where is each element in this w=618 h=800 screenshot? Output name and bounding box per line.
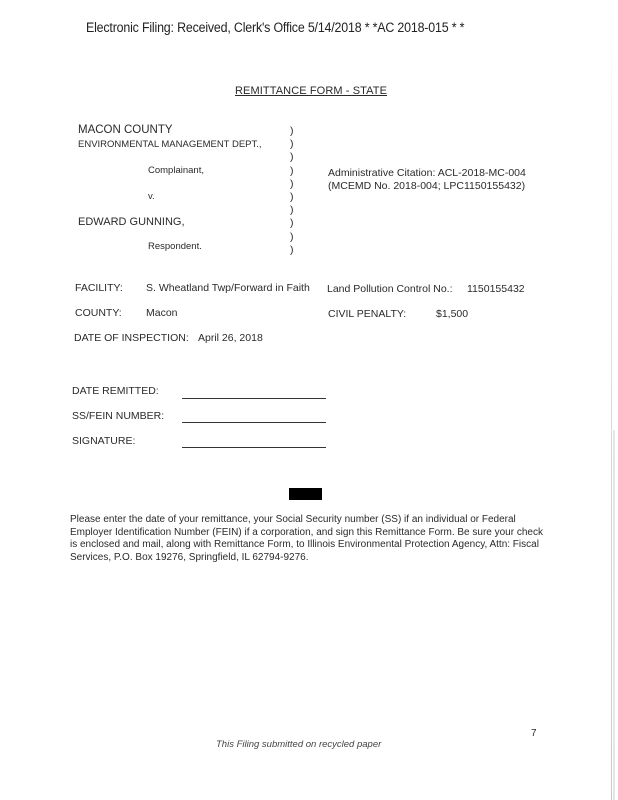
- filing-stamp: Electronic Filing: Received, Clerk's Office 5/14/2018 * *AC 2018-015 * *: [86, 20, 465, 35]
- complainant-name: MACON COUNTY: [78, 124, 173, 136]
- citation-number: Administrative Citation: ACL-2018-MC-004: [328, 167, 526, 179]
- redaction-block: [289, 488, 322, 500]
- inspection-date-value: April 26, 2018: [198, 332, 263, 344]
- ssfein-label: SS/FEIN NUMBER:: [72, 410, 165, 422]
- citation-reference: (MCEMD No. 2018-004; LPC1150155432): [328, 180, 526, 192]
- county-label: COUNTY:: [75, 307, 122, 319]
- facility-value: S. Wheatland Twp/Forward in Faith: [146, 282, 310, 294]
- county-value: Macon: [146, 307, 178, 319]
- signature-label: SIGNATURE:: [72, 435, 136, 447]
- facility-label: FACILITY:: [75, 282, 123, 294]
- respondent-name: EDWARD GUNNING,: [78, 216, 185, 228]
- lpc-value: 1150155432: [467, 283, 525, 295]
- form-title: REMITTANCE FORM - STATE: [235, 85, 388, 97]
- civil-penalty-value: $1,500: [436, 308, 469, 320]
- ssfein-line: [182, 422, 326, 423]
- civil-penalty-label: CIVIL PENALTY:: [328, 308, 407, 320]
- recycled-paper-note: This Filing submitted on recycled paper: [216, 739, 382, 750]
- inspection-date-label: DATE OF INSPECTION:: [74, 332, 189, 344]
- complainant-department: ENVIRONMENTAL MANAGEMENT DEPT.,: [78, 139, 262, 150]
- lpc-label: Land Pollution Control No.:: [327, 283, 453, 295]
- scan-edge-shadow: [611, 0, 612, 800]
- instructions-paragraph: Please enter the date of your remittance, your Social Security number (SS) if an individual or Federal Employer Identification Number (FEIN) if a corporation, and sign this Remittance Form. Be sure your check is enclosed and mail, along with Remittance Form, to Illinois Environmental Protection Agency, Attn: Fiscal Services, P.O. Box 19276, Springfield, IL 62794-9276.: [70, 514, 543, 563]
- versus-label: v.: [148, 191, 155, 202]
- page-number: 7: [531, 728, 537, 739]
- complainant-label: Complainant,: [148, 165, 204, 176]
- date-remitted-label: DATE REMITTED:: [72, 385, 159, 397]
- scan-edge-shadow-lower: [613, 430, 615, 800]
- caption-parentheses: ) ) ) ) ) ) ) ) ) ): [290, 125, 294, 256]
- date-remitted-line: [182, 398, 326, 399]
- respondent-label: Respondent.: [148, 241, 202, 252]
- signature-line: [182, 447, 326, 448]
